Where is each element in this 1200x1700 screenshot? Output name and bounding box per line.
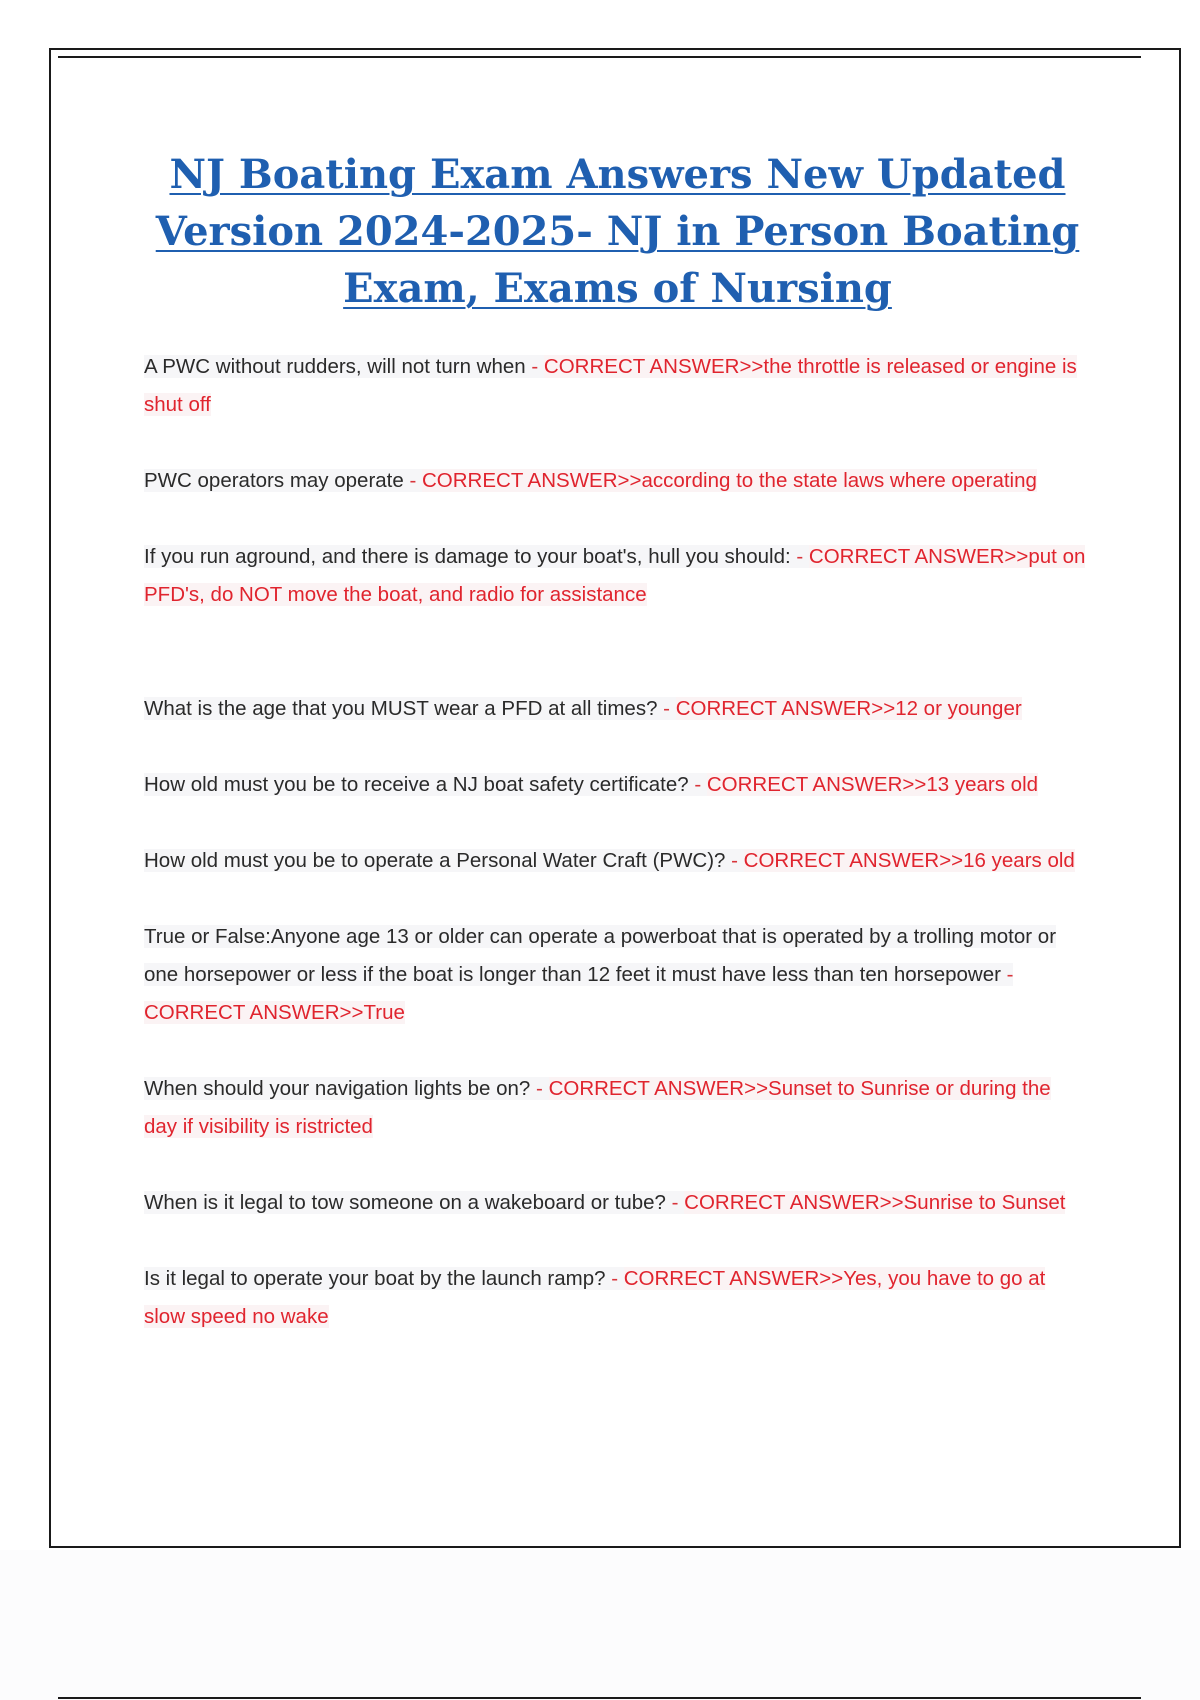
answer-label: CORRECT ANSWER>>: [808, 545, 1029, 568]
qa-item: [144, 1260, 1089, 1336]
answer-text: 16 years old: [963, 849, 1075, 872]
qa-item: [144, 918, 1089, 1032]
question-text: How old must you be to operate a Personal Water Craft (PWC)?: [144, 849, 726, 872]
answer-label: CORRECT ANSWER>>: [623, 1267, 844, 1290]
separator: -: [1000, 963, 1014, 986]
answer-text: Yes, you have to go at slow speed no wake: [144, 1267, 1046, 1328]
question-text: What is the age that you MUST wear a PFD at all times?: [144, 697, 658, 720]
qa-item: [144, 766, 1089, 804]
answer-label: CORRECT ANSWER>>: [684, 1191, 904, 1214]
separator: -: [605, 1267, 624, 1290]
question-text: A PWC without rudders, will not turn when: [144, 355, 526, 378]
separator: -: [725, 849, 744, 872]
qa-item: [144, 690, 1089, 728]
qa-item: [144, 1070, 1089, 1146]
question-text: True or False:Anyone age 13 or older can operate a powerboat that is operated by a trolling motor or one horsepower or less if the boat is longer than 12 feet it must have less than ten horsepower: [144, 925, 1057, 986]
answer-text: according to the state laws where operating: [641, 469, 1037, 492]
answer-label: CORRECT ANSWER>>: [706, 773, 927, 796]
separator: -: [530, 1077, 549, 1100]
qa-item: [144, 538, 1089, 614]
answer-label: CORRECT ANSWER>>: [422, 469, 642, 492]
question-text: When is it legal to tow someone on a wakeboard or tube?: [144, 1191, 666, 1214]
footer-rule: [58, 1697, 1141, 1699]
question-text: PWC operators may operate: [144, 469, 404, 492]
document-title: NJ Boating Exam Answers New Updated Version 2024-2025- NJ in Person Boating Exam, Exams of Nursing: [155, 151, 1080, 312]
answer-label: CORRECT ANSWER>>: [743, 849, 964, 872]
qa-item: [144, 842, 1089, 880]
qa-item: [144, 462, 1089, 500]
separator: -: [403, 469, 422, 492]
answer-text: 12 or younger: [895, 697, 1022, 720]
answer-text: Sunset to Sunrise or during the day if visibility is ristricted: [144, 1077, 1051, 1138]
answer-label: CORRECT ANSWER>>: [543, 355, 764, 378]
answer-text: the throttle is released or engine is shut off: [144, 355, 1077, 416]
separator: -: [525, 355, 544, 378]
qa-item: [144, 1184, 1089, 1222]
qa-list: [144, 348, 1089, 1336]
separator: -: [657, 697, 676, 720]
separator: -: [665, 1191, 685, 1214]
answer-text: Sunrise to Sunset: [903, 1191, 1066, 1214]
question-text: How old must you be to receive a NJ boat safety certificate?: [144, 773, 689, 796]
separator: -: [790, 545, 809, 568]
page-background-lower: [0, 1550, 1200, 1700]
question-text: If you run aground, and there is damage to your boat's, hull you should:: [144, 545, 791, 568]
answer-label: CORRECT ANSWER>>: [548, 1077, 769, 1100]
answer-label: CORRECT ANSWER>>: [675, 697, 896, 720]
answer-text: put on PFD's, do NOT move the boat, and radio for assistance: [144, 545, 1086, 606]
question-text: Is it legal to operate your boat by the launch ramp?: [144, 1267, 606, 1290]
qa-item: [144, 348, 1089, 424]
separator: -: [688, 773, 707, 796]
answer-text: True: [363, 1001, 405, 1024]
answer-text: 13 years old: [926, 773, 1039, 796]
question-text: When should your navigation lights be on?: [144, 1077, 531, 1100]
answer-label: CORRECT ANSWER>>: [144, 1001, 364, 1024]
header-rule: [58, 56, 1141, 58]
